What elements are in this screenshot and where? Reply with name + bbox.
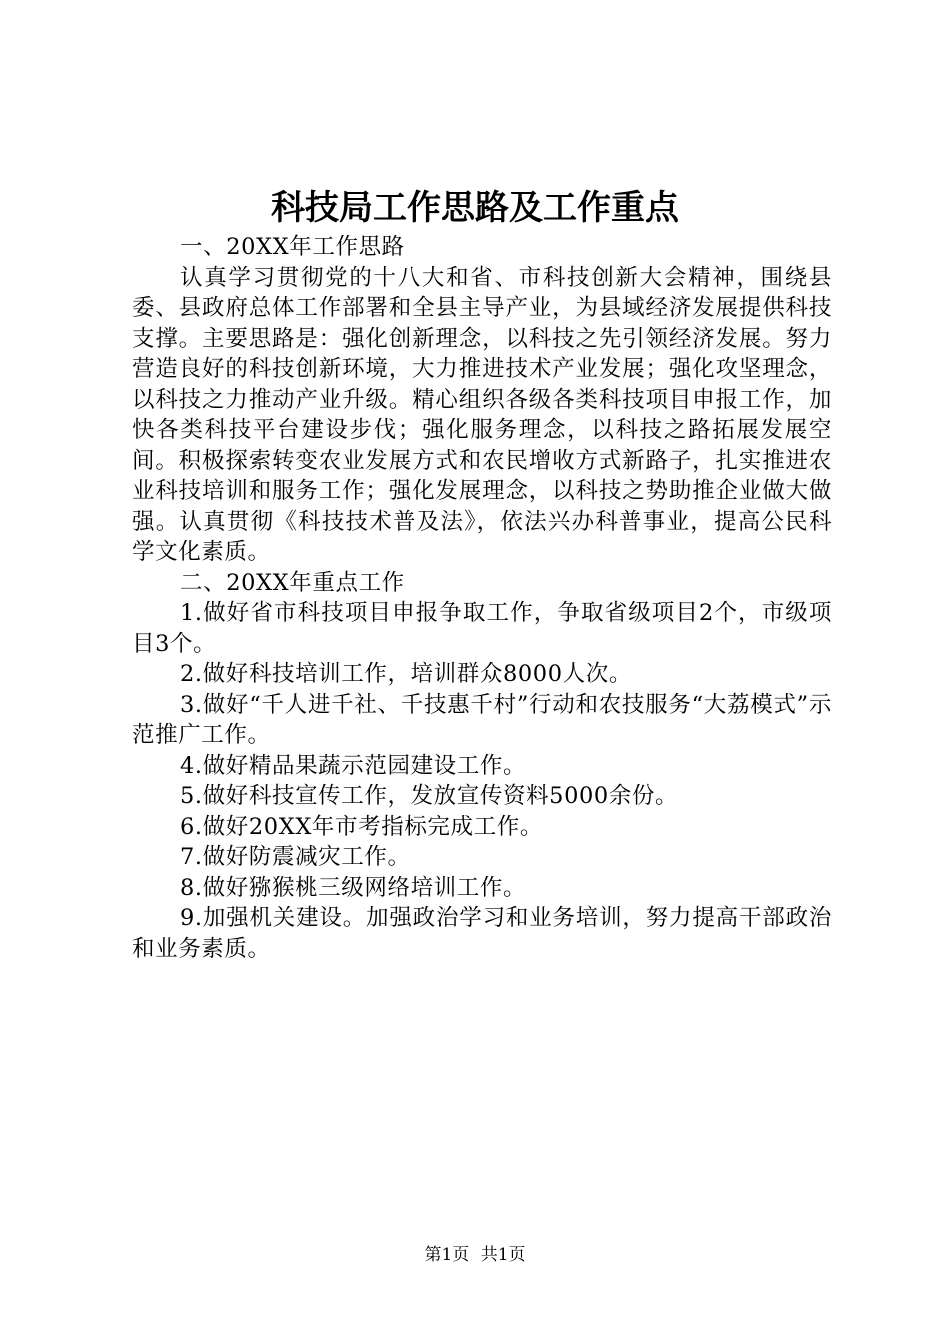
list-item: 6.做好20XX年市考指标完成工作。 [180, 813, 543, 840]
list-item: 1.做好省市科技项目申报争取工作，争取省级项目2个，市级项目3个。 [132, 600, 832, 657]
document-title: 科技局工作思路及工作重点 [271, 188, 679, 228]
page-number: 第1页 [424, 1245, 470, 1265]
list-item: 3.做好“千人进千社、千技惠千村”行动和农技服务“大荔模式”示范推广工作。 [132, 691, 832, 748]
paragraph-work-approach: 认真学习贯彻党的十八大和省、市科技创新大会精神，围绕县委、县政府总体工作部署和全县主导产业，为县域经济发展提供科技支撑。主要思路是：强化创新理念，以科技之先引领经济发展。努力营造良好的科技创新环境，大力推进技术产业发展；强化攻坚理念，以科技之力推动产业升级。精心组织各级各类科技项目申报工作，加快各类科技平台建设步伐；强化服务理念，以科技之路拓展发展空间。积极探索转变农业发展方式和农民增收方式新路子，扎实推进农业科技培训和服务工作；强化发展理念，以科技之势助推企业做大做强。认真贯彻《科技技术普及法》，依法兴办科普事业，提高公民科学文化素质。 [132, 264, 832, 565]
page-footer [0, 1243, 950, 1267]
list-item: 5.做好科技宣传工作，发放宣传资料5000余份。 [180, 783, 679, 809]
section-heading-2: 二、20XX年重点工作 [180, 569, 405, 596]
list-item: 8.做好猕猴桃三级网络培训工作。 [180, 874, 527, 901]
list-item: 4.做好精品果蔬示范园建设工作。 [180, 752, 527, 779]
list-item: 7.做好防震减灾工作。 [180, 844, 411, 870]
section-heading-1: 一、20XX年工作思路 [180, 234, 405, 260]
document-body [132, 232, 832, 964]
page-total: 共1页 [480, 1245, 526, 1265]
list-item: 9.加强机关建设。加强政治学习和业务培训，努力提高干部政治和业务素质。 [132, 905, 832, 962]
list-item: 2.做好科技培训工作，培训群众8000人次。 [180, 661, 632, 687]
